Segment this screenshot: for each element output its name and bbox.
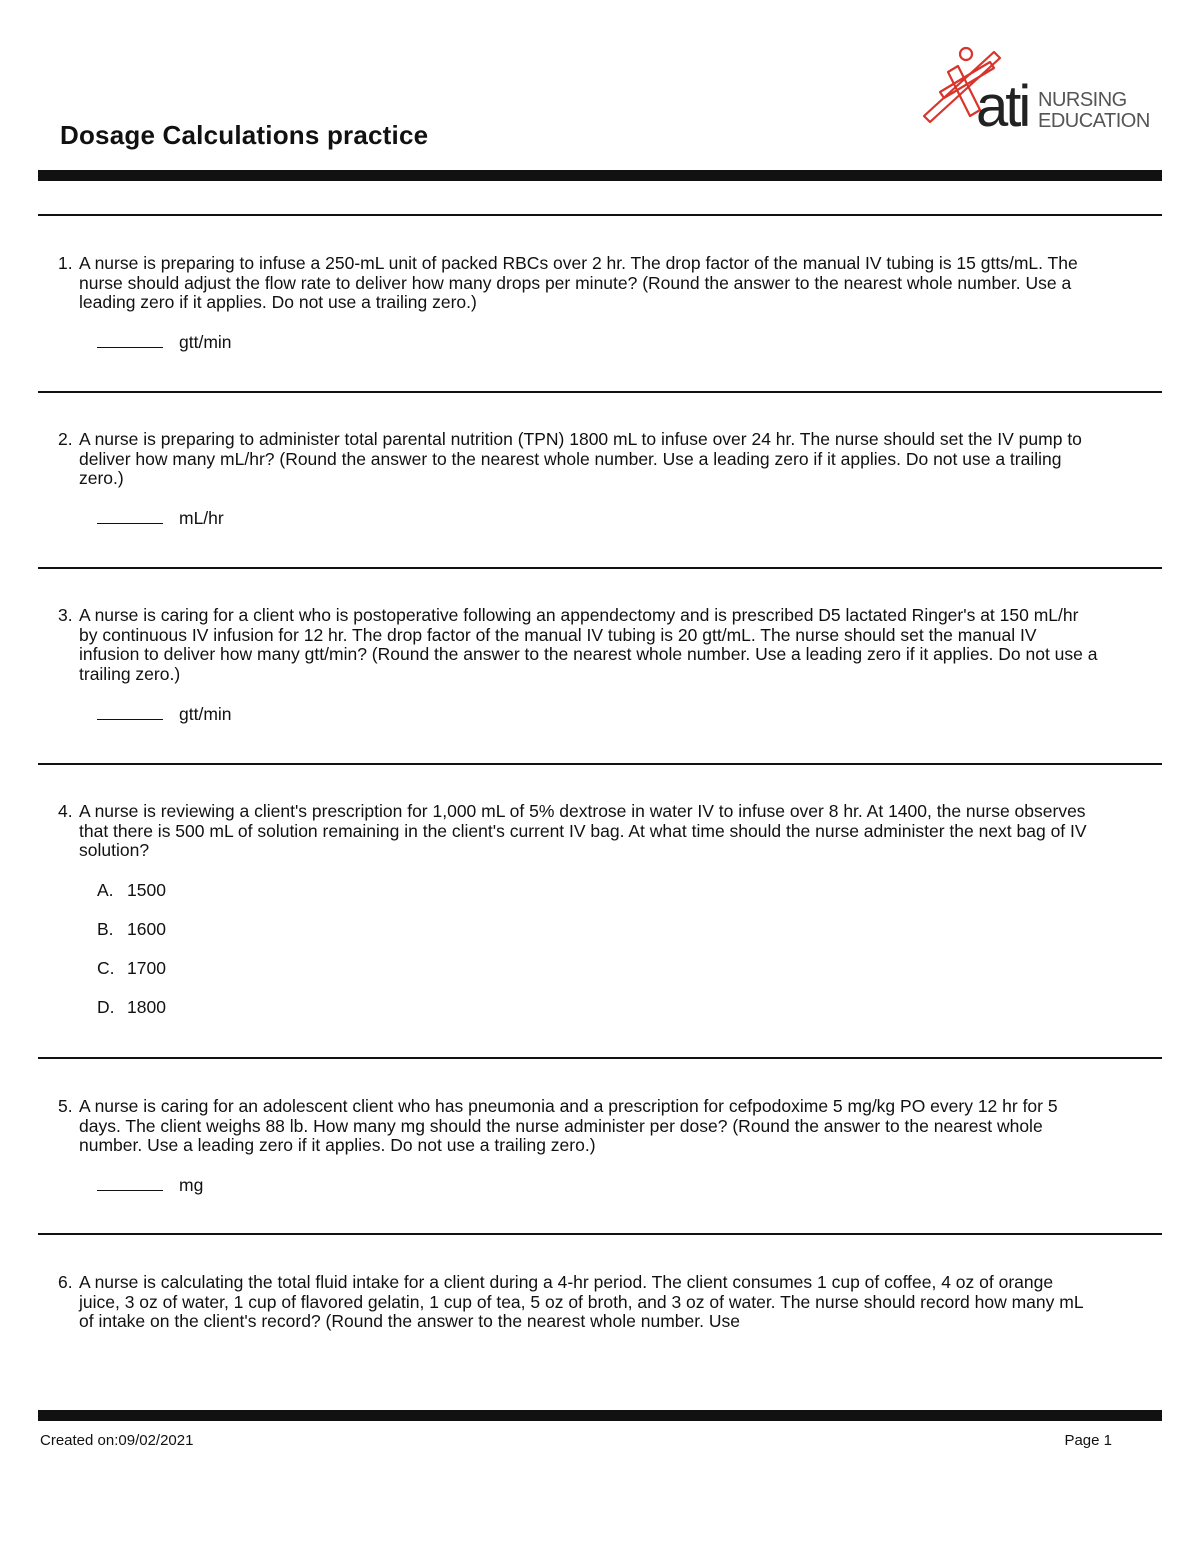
question-4 [58,802,1098,861]
question-number: 1. [58,253,73,273]
divider [38,1057,1162,1059]
question-number: 4. [58,801,73,821]
question-6 [58,1273,1098,1332]
question-number: 3. [58,605,73,625]
answer-line-1 [97,332,232,353]
question-text: A nurse is preparing to infuse a 250-mL unit of packed RBCs over 2 hr. The drop factor of the manual IV tubing is 15 gtts/mL. The nurse should adjust the flow rate to deliver how many drops per minute? (Round the answer to the nearest whole number. Use a leading zero if it applies. Do not use a trailing zero.) [79,253,1078,313]
question-3 [58,606,1098,685]
ati-logo [918,42,1150,142]
question-text: A nurse is reviewing a client's prescription for 1,000 mL of 5% dextrose in water IV to infuse over 8 hr. At 1400, the nurse observes that there is 500 mL of solution remaining in the client's current IV bag. At what time should the nurse administer the next bag of IV solution? [79,801,1087,861]
logo-subtitle [1038,90,1150,132]
page-number: Page 1 [1064,1432,1112,1449]
question-text: A nurse is preparing to administer total parental nutrition (TPN) 1800 mL to infuse over 24 hr. The nurse should set the IV pump to deliver how many mL/hr? (Round the answer to the nearest whole number. Use a leading zero if it applies. Do not use a trailing zero.) [79,429,1082,489]
question-text: A nurse is caring for an adolescent client who has pneumonia and a prescription for cefpodoxime 5 mg/kg PO every 12 hr for 5 days. The client weighs 88 lb. How many mg should the nurse administer per dose? (Round the answer to the nearest whole number. Use a leading zero if it applies. Do not use a trailing zero.) [79,1096,1058,1156]
created-date: Created on:09/02/2021 [40,1432,194,1449]
question-2 [58,430,1098,489]
answer-unit: gtt/min [179,704,232,724]
option-value: 1700 [127,958,166,978]
answer-unit: mg [179,1175,204,1195]
logo-line-2: EDUCATION [1038,110,1150,132]
question-number: 2. [58,429,73,449]
option-letter: C. [97,958,115,978]
question-number: 5. [58,1096,73,1116]
logo-line-1: NURSING [1038,89,1127,111]
answer-line-2 [97,508,224,529]
answer-unit: gtt/min [179,332,232,352]
answer-line-3 [97,704,232,725]
option-letter: D. [97,997,115,1017]
option-d[interactable] [97,997,166,1018]
question-5 [58,1097,1098,1156]
divider [38,763,1162,765]
divider [38,567,1162,569]
option-c[interactable] [97,958,166,979]
option-value: 1800 [127,997,166,1017]
answer-blank[interactable] [97,1175,163,1191]
header-bar [38,170,1162,181]
footer-bar [38,1410,1162,1421]
divider [38,1233,1162,1235]
question-1 [58,254,1098,313]
option-b[interactable] [97,919,166,940]
page-title: Dosage Calculations practice [60,120,429,150]
answer-blank[interactable] [97,704,163,720]
answer-blank[interactable] [97,508,163,524]
question-number: 6. [58,1272,73,1292]
option-letter: A. [97,880,114,900]
option-letter: B. [97,919,114,939]
answer-unit: mL/hr [179,508,224,528]
answer-blank[interactable] [97,332,163,348]
divider [38,214,1162,216]
option-value: 1600 [127,919,166,939]
option-value: 1500 [127,880,166,900]
logo-wordmark: ati [976,74,1029,139]
question-text: A nurse is calculating the total fluid intake for a client during a 4-hr period. The client consumes 1 cup of coffee, 4 oz of orange juice, 3 oz of water, 1 cup of flavored gelatin, 1 cup of tea, 5 oz of broth, and 3 oz of water. The nurse should record how many mL of intake on the client's record? (Round the answer to the nearest whole number. Use [79,1272,1083,1332]
divider [38,391,1162,393]
answer-line-5 [97,1175,203,1196]
question-text: A nurse is caring for a client who is postoperative following an appendectomy and is prescribed D5 lactated Ringer's at 150 mL/hr by continuous IV infusion for 12 hr. The drop factor of the manual IV tubing is 20 gtt/mL. The nurse should set the manual IV infusion to deliver how many gtt/min? (Round the answer to the nearest whole number. Use a leading zero if it applies. Do not use a trailing zero.) [79,605,1098,685]
option-a[interactable] [97,880,166,901]
